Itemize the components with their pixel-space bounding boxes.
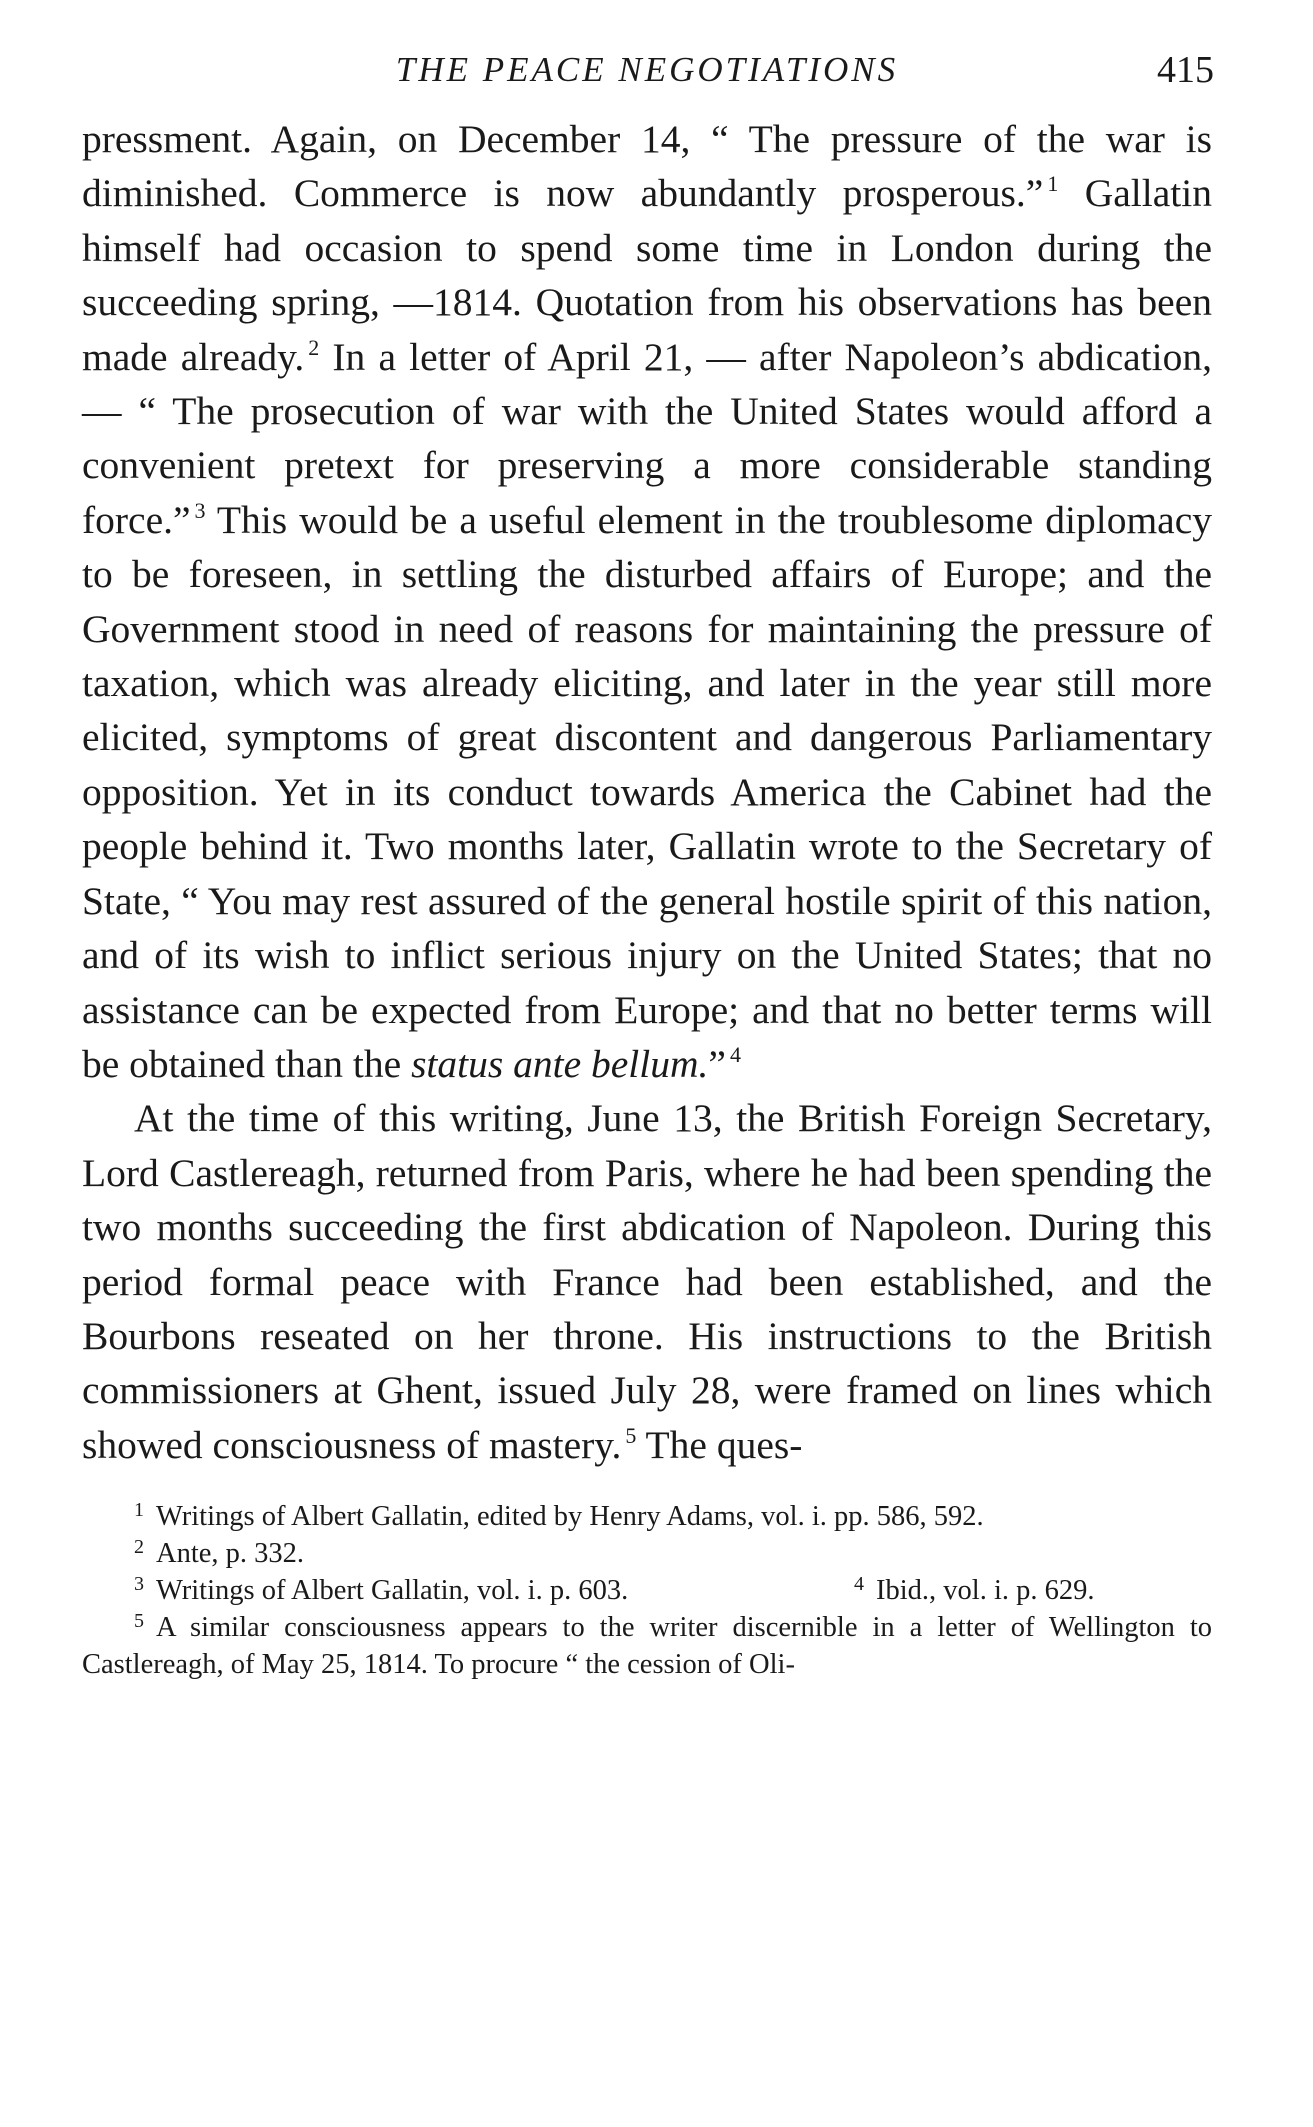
- page-number: 415: [1157, 49, 1214, 91]
- footnote-1: [82, 1498, 1212, 1535]
- running-head: [82, 40, 1212, 110]
- footnote-2: [82, 1535, 1212, 1572]
- footnote-ref-2: 2: [308, 334, 320, 360]
- footnote-4: [854, 1572, 1212, 1609]
- footnote-ref-3: 3: [194, 497, 206, 523]
- footnote-3-number: 3: [134, 1573, 144, 1596]
- paragraph-1-text-a: pressment. Again, on December 14, “ The pressure of the war is diminished. Commerce is now abundantly prosperous.”: [82, 117, 1212, 216]
- footnote-1-number: 1: [134, 1499, 144, 1522]
- footnote-1-text: Writings of Albert Gallatin, edited by Henry Adams, vol. i. pp. 586, 592.: [156, 1501, 984, 1533]
- footnote-4-number: 4: [854, 1573, 864, 1596]
- running-title: THE PEACE NEGOTIATIONS: [395, 50, 899, 89]
- footnote-3: [82, 1572, 854, 1609]
- footnotes: [82, 1498, 1212, 1683]
- footnote-ref-4: 4: [729, 1041, 741, 1067]
- footnote-ref-5: 5: [625, 1422, 637, 1448]
- paragraph-1-text-c: In a letter of April 21, — after Napoleon’s abdication, — “ The prosecution of war with the United States would afford a convenient pretext for preserving a more considerable standing force.”: [82, 334, 1212, 542]
- footnote-3-text: Writings of Albert Gallatin, vol. i. p. 603.: [156, 1575, 629, 1607]
- paragraph-1: [82, 112, 1212, 1091]
- paragraph-1-text-b: Gallatin himself had occasion to spend some time in London during the succeeding spring, —1814. Quotation from his observations has been made already.: [82, 171, 1212, 379]
- paragraph-2-tail: The ques-: [636, 1422, 803, 1467]
- paragraph-1-text-d: This would be a useful element in the troublesome diplomacy to be foreseen, in settling the disturbed affairs of Europe; and the Government stood in need of reasons for maintaining the pressure of taxation, which was already eliciting, and later in the year still more elicited, symptoms of great discontent and dangerous Parliamentary opposition. Yet in its conduct towards America the Cabinet had the people behind it. Two months later, Gallatin wrote to the Secretary of State, “ You may rest assured of the general hostile spirit of this nation, and of its wish to inflict serious injury on the United States; that no assistance can be expected from Europe; and that no better terms will be obtained than the: [82, 497, 1212, 1086]
- footnote-row-3-4: [82, 1572, 1212, 1609]
- book-page: [82, 40, 1212, 1683]
- footnote-ref-1: 1: [1047, 171, 1059, 197]
- footnote-5-text: A similar consciousness appears to the writer discernible in a letter of Wellington to Castlereagh, of May 25, 1814. To procure “ the cession of Oli-: [82, 1612, 1212, 1681]
- footnote-2-number: 2: [134, 1536, 144, 1559]
- paragraph-2: [82, 1091, 1212, 1472]
- footnote-2-text: Ante, p. 332.: [156, 1538, 305, 1570]
- footnote-5-number: 5: [134, 1610, 144, 1633]
- footnote-5: [82, 1609, 1212, 1683]
- paragraph-2-text: At the time of this writing, June 13, the British Foreign Secretary, Lord Castlereagh, returned from Paris, where he had been spending the two months succeeding the first abdication of Napoleon. During this period formal peace with France had been established, and the Bourbons reseated on her throne. His instructions to the British commissioners at Ghent, issued July 28, were framed on lines which showed consciousness of mastery.: [82, 1096, 1212, 1467]
- paragraph-1-close-quote: ”: [708, 1041, 726, 1086]
- paragraph-1-italic: status ante bellum.: [411, 1041, 709, 1086]
- body-text: [82, 112, 1212, 1472]
- footnote-4-text: Ibid., vol. i. p. 629.: [876, 1575, 1095, 1607]
